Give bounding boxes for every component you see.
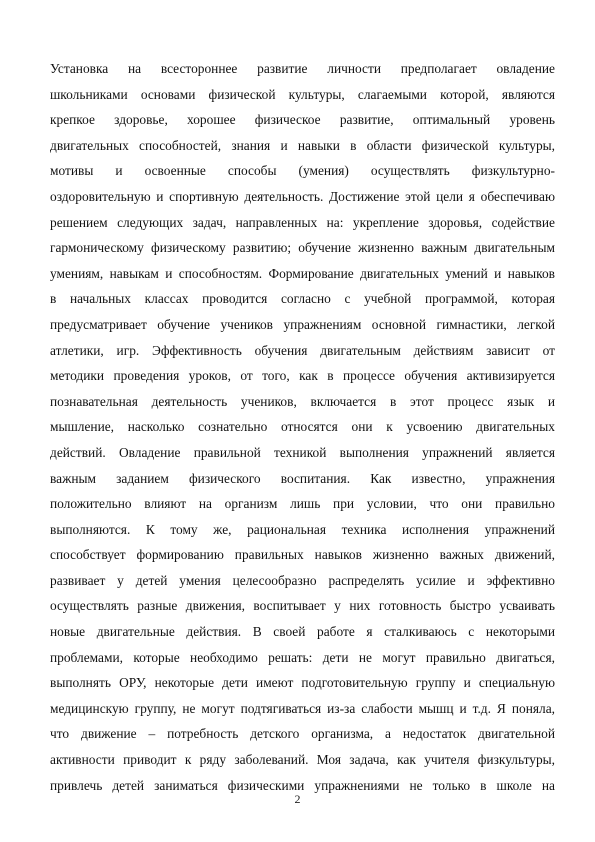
text-line: гармоническому физическому развитию; обучение жизненно важным двигательным: [50, 240, 555, 256]
text-line: новые двигательные действия. В своей работе я сталкиваюсь с некоторыми: [50, 624, 555, 640]
text-line: выполнять ОРУ, некоторые дети имеют подготовительную группу и специальную: [50, 675, 555, 691]
text-line: крепкое здоровье, хорошее физическое развитие, оптимальный уровень: [50, 112, 555, 128]
text-line: умениям, навыкам и способностям. Формирование двигательных умений и навыков: [50, 265, 555, 281]
text-line: познавательная деятельность учеников, включается в этот процесс язык и: [50, 393, 555, 409]
text-line: предусматривает обучение учеников упражнениям основной гимнастики, легкой: [50, 316, 555, 332]
text-line: методики проведения уроков, от того, как в процессе обучения активизируется: [50, 368, 555, 384]
text-line: действий. Овладение правильной техникой выполнения упражнений является: [50, 444, 555, 460]
text-line: оздоровительную и спортивную деятельность. Достижение этой цели я обеспечиваю: [50, 188, 555, 204]
text-line: медицинскую группу, не могут подтягиваться из-за слабости мышц и т.д. Я поняла,: [50, 700, 555, 716]
text-line: развивает у детей умения целесообразно распределять усилие и эффективно: [50, 572, 555, 588]
text-line: атлетики, игр. Эффективность обучения двигательным действиям зависит от: [50, 342, 555, 358]
body-text: [50, 56, 555, 798]
text-line: положительно влияют на организм лишь при условии, что они правильно: [50, 496, 555, 512]
text-line: школьниками основами физической культуры, слагаемыми которой, являются: [50, 86, 555, 102]
text-line: привлечь детей заниматься физическими упражнениями не только в школе на: [50, 777, 555, 793]
text-line: мышление, насколько сознательно относятся они к усвоению двигательных: [50, 419, 555, 435]
text-line: Установка на всестороннее развитие личности предполагает овладение: [50, 61, 555, 76]
text-line: выполняются. К тому же, рациональная техника исполнения упражнений: [50, 521, 555, 537]
text-line: что движение – потребность детского организма, а недостаток двигательной: [50, 726, 555, 742]
text-line: мотивы и освоенные способы (умения) осуществлять физкультурно-: [50, 163, 555, 179]
page-number: 2: [294, 792, 301, 806]
text-line: способствует формированию правильных навыков жизненно важных движений,: [50, 547, 555, 563]
text-line: в начальных классах проводится согласно с учебной программой, которая: [50, 291, 555, 307]
text-line: решением следующих задач, направленных на: укрепление здоровья, содействие: [50, 214, 555, 230]
text-line: важным заданием физического воспитания. Как известно, упражнения: [50, 470, 555, 486]
text-line: двигательных способностей, знания и навыки в области физической культуры,: [50, 137, 555, 153]
text-line: активности приводит к ряду заболеваний. Моя задача, как учителя физкультуры,: [50, 752, 555, 768]
text-line: проблемами, которые необходимо решать: дети не могут правильно двигаться,: [50, 649, 555, 665]
text-line: осуществлять разные движения, воспитывает у них готовность быстро усваивать: [50, 598, 555, 614]
